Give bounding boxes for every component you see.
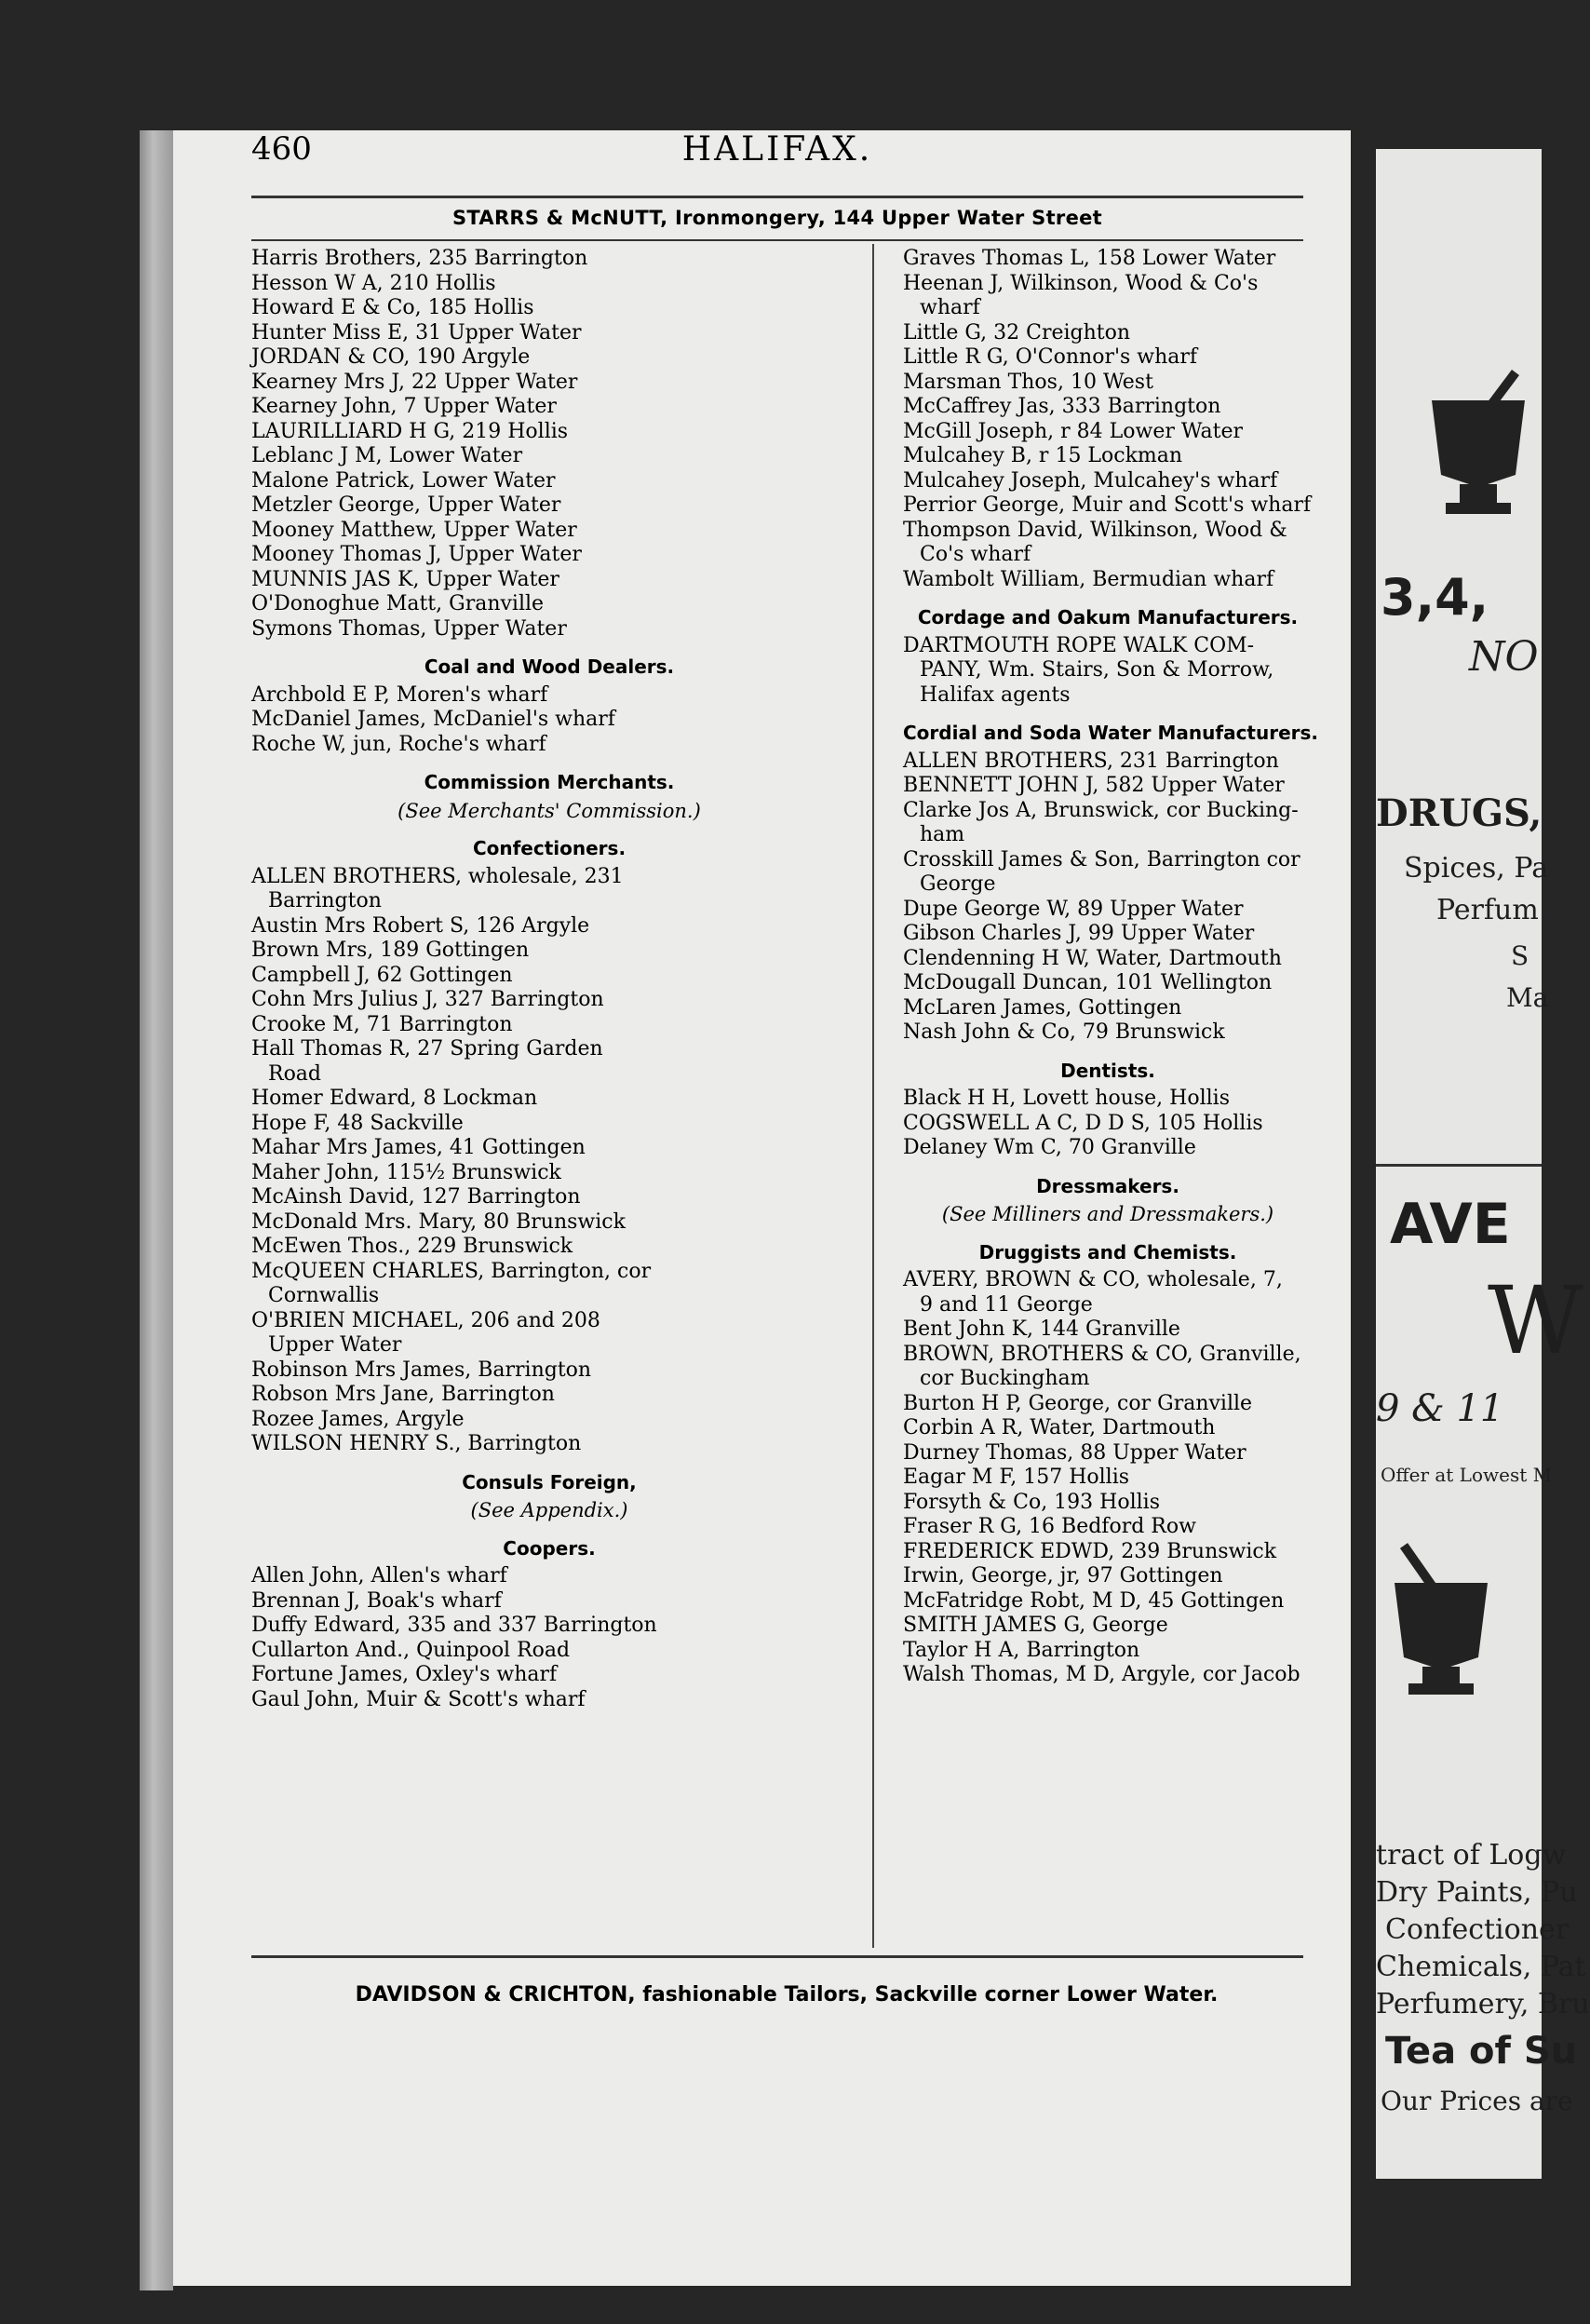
directory-entry: Forsyth & Co, 193 Hollis <box>903 1490 1160 1514</box>
directory-entry: JORDAN & CO, 190 Argyle <box>251 345 531 369</box>
directory-entry: BENNETT JOHN J, 582 Upper Water <box>903 774 1285 797</box>
directory-entry: McDaniel James, McDaniel's wharf <box>251 708 615 731</box>
section-heading: Dressmakers. <box>1036 1174 1179 1197</box>
directory-entry: Graves Thomas L, 158 Lower Water <box>903 247 1276 270</box>
cross-reference-note: (See Milliners and Dressmakers.) <box>941 1203 1274 1225</box>
adjacent-line: Chemicals, Pat <box>1376 1951 1586 1983</box>
column-divider <box>872 244 874 1948</box>
directory-entry: McDonald Mrs. Mary, 80 Brunswick <box>251 1209 626 1234</box>
directory-entry: Nash John & Co, 79 Brunswick <box>903 1020 1225 1044</box>
directory-entry: Marsman Thos, 10 West <box>903 370 1153 394</box>
directory-entry: Clarke Jos A, Brunswick, cor Bucking- <box>903 798 1299 822</box>
top-advertisement: STARRS & McNUTT, Ironmongery, 144 Upper Water Street <box>451 207 1102 229</box>
directory-entry: Little R G, O'Connor's wharf <box>903 345 1198 369</box>
top-rule <box>251 196 1303 198</box>
directory-entry: Mahar Mrs James, 41 Gottingen <box>251 1136 586 1159</box>
directory-entry: Co's wharf <box>920 543 1031 566</box>
directory-entry: Perrior George, Muir and Scott's wharf <box>903 493 1312 517</box>
directory-entry: McLaren James, Gottingen <box>903 995 1182 1020</box>
directory-entry: O'Donoghue Matt, Granville <box>251 592 545 615</box>
page-header <box>251 130 1303 186</box>
directory-entry: Cohn Mrs Julius J, 327 Barrington <box>251 988 604 1011</box>
adjacent-line: Spices, Pa <box>1404 852 1549 885</box>
directory-entry: Halifax agents <box>920 682 1071 707</box>
section-heading: Druggists and Chemists. <box>978 1240 1237 1263</box>
adjacent-line: Offer at Lowest M <box>1381 1464 1553 1486</box>
directory-entry: Cornwallis <box>268 1284 380 1307</box>
directory-entry: Corbin A R, Water, Dartmouth <box>903 1416 1216 1439</box>
directory-entry: Roche W, jun, Roche's wharf <box>251 732 546 756</box>
directory-entry: LAURILLIARD H G, 219 Hollis <box>251 419 569 443</box>
directory-entry: Burton H P, George, cor Granville <box>903 1391 1253 1415</box>
directory-entry: DARTMOUTH ROPE WALK COM- <box>903 633 1255 657</box>
directory-entry: ham <box>920 823 965 846</box>
cross-reference-note: (See Appendix.) <box>470 1499 628 1521</box>
right-column <box>903 247 1319 1688</box>
directory-entry: Bent John K, 144 Granville <box>903 1317 1180 1341</box>
directory-entry: Howard E & Co, 185 Hollis <box>251 296 534 319</box>
directory-entry: cor Buckingham <box>920 1367 1090 1390</box>
directory-entry: Fortune James, Oxley's wharf <box>251 1663 558 1686</box>
mortar-pestle-icon <box>1385 1546 1497 1704</box>
bottom-rule <box>251 1955 1303 1958</box>
cross-reference-note: (See Merchants' Commission.) <box>398 799 701 822</box>
directory-entry: Irwin, George, jr, 97 Gottingen <box>903 1564 1223 1588</box>
adjacent-line: W <box>1488 1266 1583 1375</box>
directory-entry: Robinson Mrs James, Barrington <box>251 1358 592 1382</box>
adjacent-line: Our Prices are <box>1381 2086 1573 2116</box>
directory-entry: Mulcahey Joseph, Mulcahey's wharf <box>903 468 1278 493</box>
adjacent-rule <box>1376 1164 1542 1167</box>
section-heading: Coopers. <box>503 1536 596 1560</box>
directory-entry: Cullarton And., Quinpool Road <box>251 1638 571 1662</box>
directory-entry: McGill Joseph, r 84 Lower Water <box>903 419 1244 443</box>
adjacent-line: Perfumery, Bru <box>1376 1988 1590 2020</box>
directory-entry: Harris Brothers, 235 Barrington <box>251 247 588 270</box>
section-heading: Commission Merchants. <box>424 771 675 793</box>
directory-entry: McCaffrey Jas, 333 Barrington <box>903 395 1221 418</box>
section-heading: Cordage and Oakum Manufacturers. <box>917 606 1299 628</box>
directory-entry: O'BRIEN MICHAEL, 206 and 208 <box>251 1308 600 1332</box>
directory-entry: Mooney Matthew, Upper Water <box>251 518 577 542</box>
directory-entry: Duffy Edward, 335 and 337 Barrington <box>251 1614 657 1637</box>
directory-entry: Upper Water <box>268 1333 402 1357</box>
directory-entry: Austin Mrs Robert S, 126 Argyle <box>251 913 590 938</box>
directory-entry: Delaney Wm C, 70 Granville <box>903 1136 1196 1159</box>
directory-entry: Brown Mrs, 189 Gottingen <box>251 939 530 962</box>
directory-entry: Little G, 32 Creighton <box>903 320 1131 345</box>
directory-entry: Hesson W A, 210 Hollis <box>251 271 496 295</box>
directory-entry: SMITH JAMES G, George <box>903 1614 1168 1637</box>
adjacent-line: Dry Paints, Pu <box>1376 1876 1578 1909</box>
directory-entry: Gibson Charles J, 99 Upper Water <box>903 922 1255 945</box>
directory-entry: ALLEN BROTHERS, 231 Barrington <box>903 749 1279 773</box>
directory-entry: Hope F, 48 Sackville <box>251 1111 464 1135</box>
advertisement-rule <box>251 239 1303 241</box>
directory-entry: COGSWELL A C, D D S, 105 Hollis <box>903 1111 1263 1135</box>
directory-entry: Symons Thomas, Upper Water <box>251 616 567 641</box>
directory-entry: Crosskill James & Son, Barrington cor <box>903 847 1300 872</box>
section-heading: Cordial and Soda Water Manufacturers. <box>903 722 1319 744</box>
adjacent-line: DRUGS, <box>1376 791 1543 835</box>
section-heading: Dentists. <box>1060 1059 1155 1082</box>
mortar-pestle-icon <box>1422 372 1534 531</box>
directory-entry: Walsh Thomas, M D, Argyle, cor Jacob <box>903 1663 1300 1686</box>
directory-entry: Thompson David, Wilkinson, Wood & <box>903 518 1287 542</box>
directory-entry: Taylor H A, Barrington <box>903 1638 1140 1662</box>
directory-entry: Mulcahey B, r 15 Lockman <box>903 444 1183 467</box>
page-number: 460 <box>251 130 312 168</box>
adjacent-line: NO <box>1469 633 1539 681</box>
directory-entry: McQUEEN CHARLES, Barrington, cor <box>251 1259 652 1283</box>
directory-entry: 9 and 11 George <box>920 1292 1093 1317</box>
directory-entry: Mooney Thomas J, Upper Water <box>251 543 582 566</box>
directory-entry: McAinsh David, 127 Barrington <box>251 1185 581 1209</box>
directory-entry: Heenan J, Wilkinson, Wood & Co's <box>903 271 1259 295</box>
adjacent-line: 9 & 11 <box>1376 1387 1504 1430</box>
directory-entry: George <box>920 872 996 896</box>
directory-entry: Wambolt William, Bermudian wharf <box>903 567 1274 591</box>
directory-entry: Maher John, 115½ Brunswick <box>251 1160 561 1184</box>
directory-entry: Gaul John, Muir & Scott's wharf <box>251 1687 586 1711</box>
directory-entry: Campbell J, 62 Gottingen <box>251 963 513 987</box>
directory-entry: Archbold E P, Moren's wharf <box>251 682 548 707</box>
directory-entry: Metzler George, Upper Water <box>251 493 561 517</box>
directory-entry: ALLEN BROTHERS, wholesale, 231 <box>251 864 624 888</box>
directory-entry: Hall Thomas R, 27 Spring Garden <box>251 1037 603 1061</box>
directory-entry: Barrington <box>268 889 382 912</box>
directory-entry: Road <box>268 1061 322 1086</box>
directory-entry: Durney Thomas, 88 Upper Water <box>903 1440 1246 1465</box>
adjacent-line: S <box>1511 940 1529 971</box>
adjacent-line: Ma <box>1506 982 1549 1013</box>
directory-entry: Crooke M, 71 Barrington <box>251 1012 513 1036</box>
directory-entry: AVERY, BROWN & CO, wholesale, 7, <box>903 1268 1283 1291</box>
directory-entry: BROWN, BROTHERS & CO, Granville, <box>903 1342 1301 1366</box>
directory-entry: Kearney John, 7 Upper Water <box>251 395 557 418</box>
adjacent-line: 3,4, <box>1381 568 1489 627</box>
section-heading: Confectioners. <box>472 837 627 859</box>
directory-entry: Hunter Miss E, 31 Upper Water <box>251 320 582 345</box>
directory-entry: Leblanc J M, Lower Water <box>251 444 523 467</box>
directory-entry: wharf <box>920 296 980 319</box>
directory-entry: McEwen Thos., 229 Brunswick <box>251 1235 573 1258</box>
directory-entry: Black H H, Lovett house, Hollis <box>903 1087 1231 1110</box>
directory-entry: McDougall Duncan, 101 Wellington <box>903 971 1273 994</box>
bottom-advertisement: DAVIDSON & CRICHTON, fashionable Tailors, Sackville corner Lower Water. <box>355 1983 1219 2006</box>
directory-entry: FREDERICK EDWD, 239 Brunswick <box>903 1539 1277 1563</box>
directory-entry: Malone Patrick, Lower Water <box>251 468 556 493</box>
directory-entry: Clendenning H W, Water, Dartmouth <box>903 946 1282 970</box>
directory-entry: Robson Mrs Jane, Barrington <box>251 1383 555 1406</box>
directory-entry: Dupe George W, 89 Upper Water <box>903 897 1244 921</box>
directory-entry: PANY, Wm. Stairs, Son & Morrow, <box>920 658 1274 682</box>
section-heading: Coal and Wood Dealers. <box>424 655 675 678</box>
directory-entry: Brennan J, Boak's wharf <box>251 1588 502 1613</box>
directory-entry: Fraser R G, 16 Bedford Row <box>903 1515 1196 1538</box>
directory-entry: MUNNIS JAS K, Upper Water <box>251 567 559 591</box>
book-edge <box>140 130 173 2290</box>
adjacent-line: Confectioner <box>1385 1913 1570 1946</box>
directory-entry: McFatridge Robt, M D, 45 Gottingen <box>903 1588 1285 1613</box>
directory-entry: Eagar M F, 157 Hollis <box>903 1466 1130 1489</box>
adjacent-line: AVE <box>1390 1192 1511 1257</box>
directory-entry: Allen John, Allen's wharf <box>251 1564 507 1588</box>
left-column <box>251 247 847 1712</box>
section-heading: Consuls Foreign, <box>462 1470 637 1493</box>
adjacent-line: Perfum <box>1436 894 1539 926</box>
directory-entry: Homer Edward, 8 Lockman <box>251 1087 538 1110</box>
adjacent-line: tract of Logw <box>1376 1839 1567 1871</box>
directory-entry: Kearney Mrs J, 22 Upper Water <box>251 370 578 394</box>
adjacent-page <box>1376 149 1590 2179</box>
running-title: HALIFAX. <box>681 130 873 169</box>
directory-entry: WILSON HENRY S., Barrington <box>251 1432 582 1455</box>
directory-entry: Rozee James, Argyle <box>251 1407 465 1431</box>
adjacent-line: Tea of Su <box>1385 2030 1578 2073</box>
